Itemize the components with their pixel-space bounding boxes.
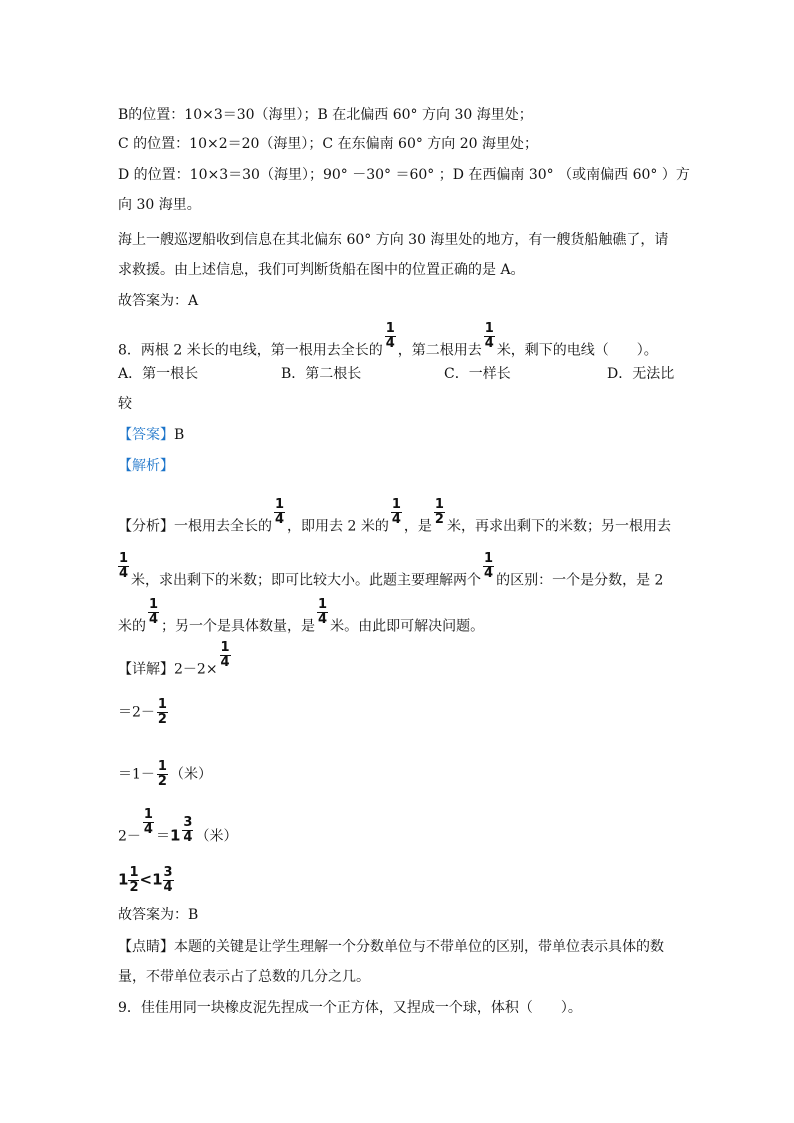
answer-tag: 【答案】 <box>118 427 174 443</box>
d-position-line-1: D 的位置：10×3＝30（海里）；90° －30° ＝60° ；D 在西偏南 30° （或南偏西 60° ）方 <box>118 167 690 183</box>
fraction-quarter: $\frac{1}{4}$ <box>484 321 494 351</box>
equals: ＝ <box>155 828 170 845</box>
fenxi-text: 米，再求出剩下的米数；另一根用去 <box>446 518 671 535</box>
mixed-whole: 1 <box>118 870 129 889</box>
fenxi-line-3 <box>118 597 485 641</box>
fenxi-tag: 【分析】 <box>118 518 174 535</box>
option-a: A．第一根长 <box>118 366 199 382</box>
fraction-quarter: $\frac{1}{4}$ <box>220 640 230 670</box>
dianjing-line-1 <box>118 938 664 956</box>
option-d-wrap: 较 <box>118 396 132 412</box>
fraction-half: $\frac{1}{2}$ <box>434 497 444 527</box>
mixed-whole: 1 <box>152 870 163 889</box>
fraction-three-quarters: $\frac{3}{4}$ <box>183 815 193 845</box>
fraction-half: $\frac{1}{2}$ <box>129 865 139 895</box>
fraction-quarter: $\frac{1}{4}$ <box>385 321 395 351</box>
step-3 <box>118 807 238 851</box>
ship-line-2: 求救援。由上述信息，我们可判断货船在图中的位置正确的是 A。 <box>118 262 525 278</box>
fraction-quarter: $\frac{1}{4}$ <box>143 807 153 837</box>
fenxi-text: ；另一个是具体数量，是 <box>161 618 316 635</box>
fraction-quarter: $\frac{1}{4}$ <box>275 497 285 527</box>
answer-value: B <box>174 427 185 443</box>
fraction-three-quarters: $\frac{3}{4}$ <box>163 865 173 895</box>
dianjing-text: 本题的关键是让学生理解一个分数单位与不带单位的区别，带单位表示具体的数 <box>174 939 664 955</box>
fenxi-line-1 <box>118 497 671 541</box>
step-text: ＝2－ <box>118 704 155 721</box>
c-position-line: C 的位置：10×2＝20（海里）；C 在东偏南 60° 方向 20 海里处； <box>118 136 539 152</box>
q8-text-b: ，第二根用去 <box>397 342 482 359</box>
fenxi-text: 米。由此即可解决问题。 <box>330 618 485 635</box>
fenxi-text: 的区别：一个是分数，是 2 <box>496 572 664 589</box>
detail-expr: 2－2× <box>174 661 218 678</box>
fenxi-text: 一根用去全长的 <box>174 518 272 535</box>
fenxi-text: ，是 <box>403 518 432 535</box>
less-than: < <box>139 870 153 889</box>
fenxi-text: 米，求出剩下的米数；即可比较大小。此题主要理解两个 <box>131 572 482 589</box>
fraction-quarter: $\frac{1}{4}$ <box>149 597 159 627</box>
answer-label <box>118 426 184 444</box>
q8-text-a: 8．两根 2 米长的电线，第一根用去全长的 <box>118 342 383 359</box>
analysis-tag: 【解析】 <box>118 458 174 474</box>
fraction-half: $\frac{1}{2}$ <box>157 697 167 727</box>
analysis-label <box>118 457 174 475</box>
fraction-quarter: $\frac{1}{4}$ <box>119 551 129 581</box>
q8-text-c: 米，剩下的电线（ ）。 <box>496 342 658 359</box>
mixed-whole: 1 <box>169 826 181 845</box>
answer-8: 故答案为：B <box>118 907 199 923</box>
step-2 <box>118 760 212 789</box>
detail-line <box>118 640 233 684</box>
fraction-quarter: $\frac{1}{4}$ <box>484 551 494 581</box>
detail-tag: 【详解】 <box>118 661 174 678</box>
ship-line-1: 海上一艘巡逻船收到信息在其北偏东 60° 方向 30 海里处的地方，有一艘货船触礁了，请 <box>118 232 669 248</box>
step-1 <box>118 698 170 727</box>
fenxi-text: ，即用去 2 米的 <box>287 518 389 535</box>
dianjing-tag: 【点睛】 <box>118 939 174 955</box>
step-text: ＝1－ <box>118 766 155 783</box>
step-text: 2－ <box>118 828 141 845</box>
fenxi-line-2 <box>118 551 664 595</box>
answer-7: 故答案为：A <box>118 293 199 309</box>
fraction-quarter: $\frac{1}{4}$ <box>391 497 401 527</box>
fraction-half: $\frac{1}{2}$ <box>157 759 167 789</box>
option-b: B．第二根长 <box>281 366 362 382</box>
d-position-line-2: 向 30 海里。 <box>118 197 201 213</box>
b-position-line: B的位置：10×3＝30（海里）；B 在北偏西 60° 方向 30 海里处； <box>118 107 533 123</box>
unit-text: （米） <box>195 828 238 845</box>
unit-text: （米） <box>169 766 212 783</box>
option-c: C．一样长 <box>444 366 511 382</box>
question-9: 9．佳佳用同一块橡皮泥先捏成一个正方体，又捏成一个球，体积（ ）。 <box>118 1000 582 1016</box>
comparison <box>118 866 174 895</box>
fenxi-text: 米的 <box>118 618 146 635</box>
option-d: D．无法比 <box>607 366 675 382</box>
dianjing-line-2: 量，不带单位表示占了总数的几分之几。 <box>118 969 370 985</box>
question-8 <box>118 321 658 365</box>
fraction-quarter: $\frac{1}{4}$ <box>318 597 328 627</box>
